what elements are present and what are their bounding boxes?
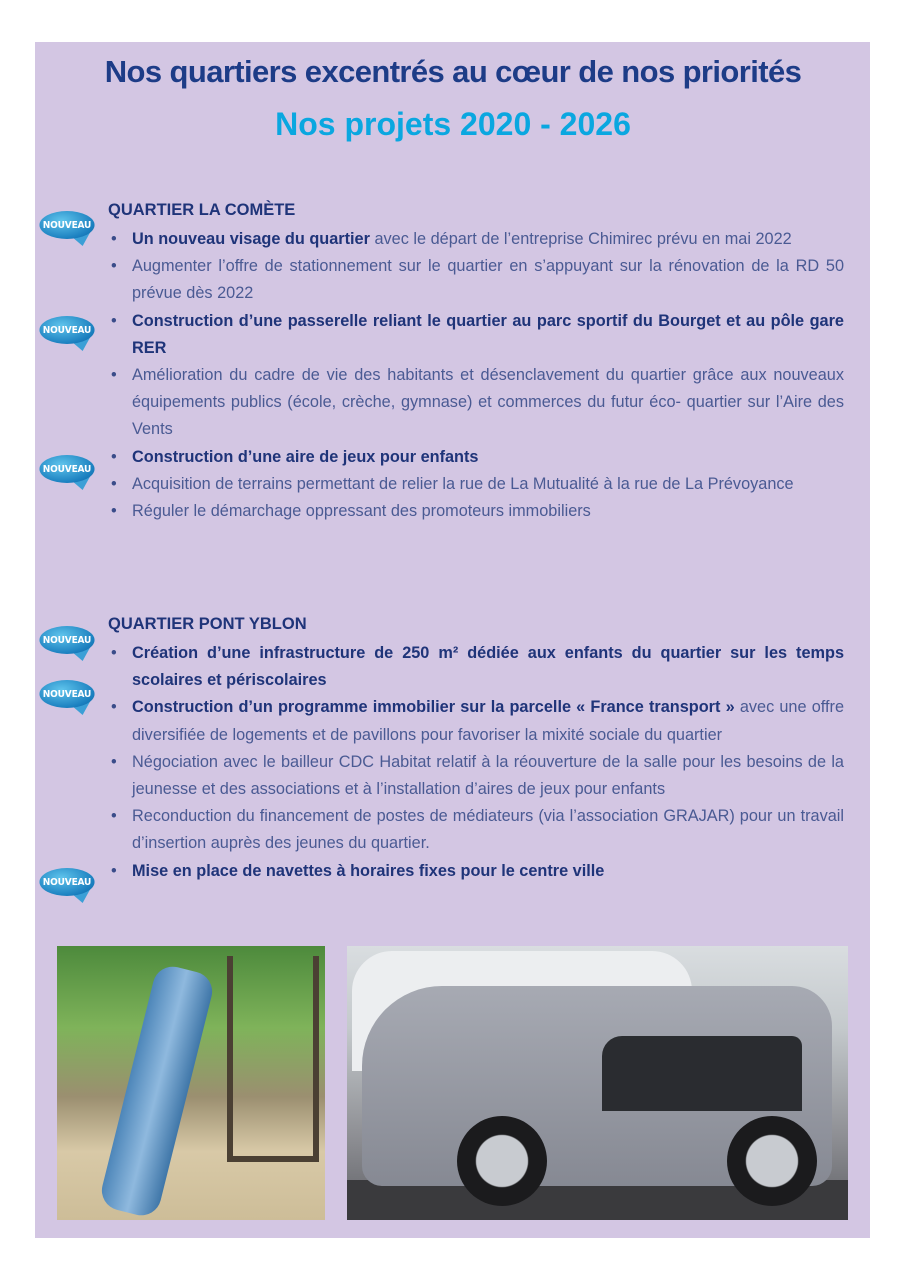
nouveau-badge-icon: NOUVEAU — [38, 211, 96, 241]
nouveau-badge-icon: NOUVEAU — [38, 680, 96, 710]
project-list — [108, 226, 844, 525]
list-item: • Construction d’une passerelle reliant le quartier au parc sportif du Bourget et au pôle gare RER — [108, 308, 844, 362]
list-item: • Amélioration du cadre de vie des habitants et désenclavement du quartier grâce aux nouveaux équipements publics (école, crèche, gymnase) et commerces du futur éco- quartier sur l’Aire des Vents — [108, 362, 844, 444]
nouveau-badge-icon: NOUVEAU — [38, 455, 96, 485]
nouveau-badge-icon: NOUVEAU — [38, 626, 96, 656]
playground-slide-photo — [57, 946, 325, 1220]
list-item: • Négociation avec le bailleur CDC Habitat relatif à la réouverture de la salle pour les besoins de la jeunesse et des associations et à l’installation d’aires de jeux pour enfants — [108, 749, 844, 803]
section-heading: QUARTIER PONT YBLON — [108, 615, 307, 633]
page-subtitle: Nos projets 2020 - 2026 — [275, 106, 631, 142]
section-heading: QUARTIER LA COMÈTE — [108, 201, 296, 219]
shuttle-van-photo — [347, 946, 848, 1220]
section-pont-yblon — [108, 614, 844, 885]
list-item: • Construction d’une aire de jeux pour enfants — [108, 444, 844, 471]
list-item: • Réguler le démarchage oppressant des promoteurs immobiliers — [108, 498, 844, 525]
list-item: • Acquisition de terrains permettant de relier la rue de La Mutualité à la rue de La Prévoyance — [108, 471, 844, 498]
page-title: Nos quartiers excentrés au cœur de nos priorités — [104, 54, 802, 89]
list-item: • Un nouveau visage du quartier avec le départ de l’entreprise Chimirec prévu en mai 2022 — [108, 226, 844, 253]
project-list — [108, 640, 844, 885]
list-item: • Construction d’un programme immobilier sur la parcelle « France transport » avec une offre diversifiée de logements et de pavillons pour favoriser la mixité sociale du quartier — [108, 694, 844, 748]
list-item: • Reconduction du financement de postes de médiateurs (via l’association GRAJAR) pour un travail d’insertion auprès des jeunes du quartier. — [108, 803, 844, 857]
section-la-comete — [108, 200, 844, 525]
nouveau-badge-icon: NOUVEAU — [38, 316, 96, 346]
nouveau-badge-icon: NOUVEAU — [38, 868, 96, 898]
list-item: • Mise en place de navettes à horaires fixes pour le centre ville — [108, 858, 844, 885]
list-item: • Création d’une infrastructure de 250 m² dédiée aux enfants du quartier sur les temps scolaires et périscolaires — [108, 640, 844, 694]
list-item: • Augmenter l’offre de stationnement sur le quartier en s’appuyant sur la rénovation de la RD 50 prévue dès 2022 — [108, 253, 844, 307]
